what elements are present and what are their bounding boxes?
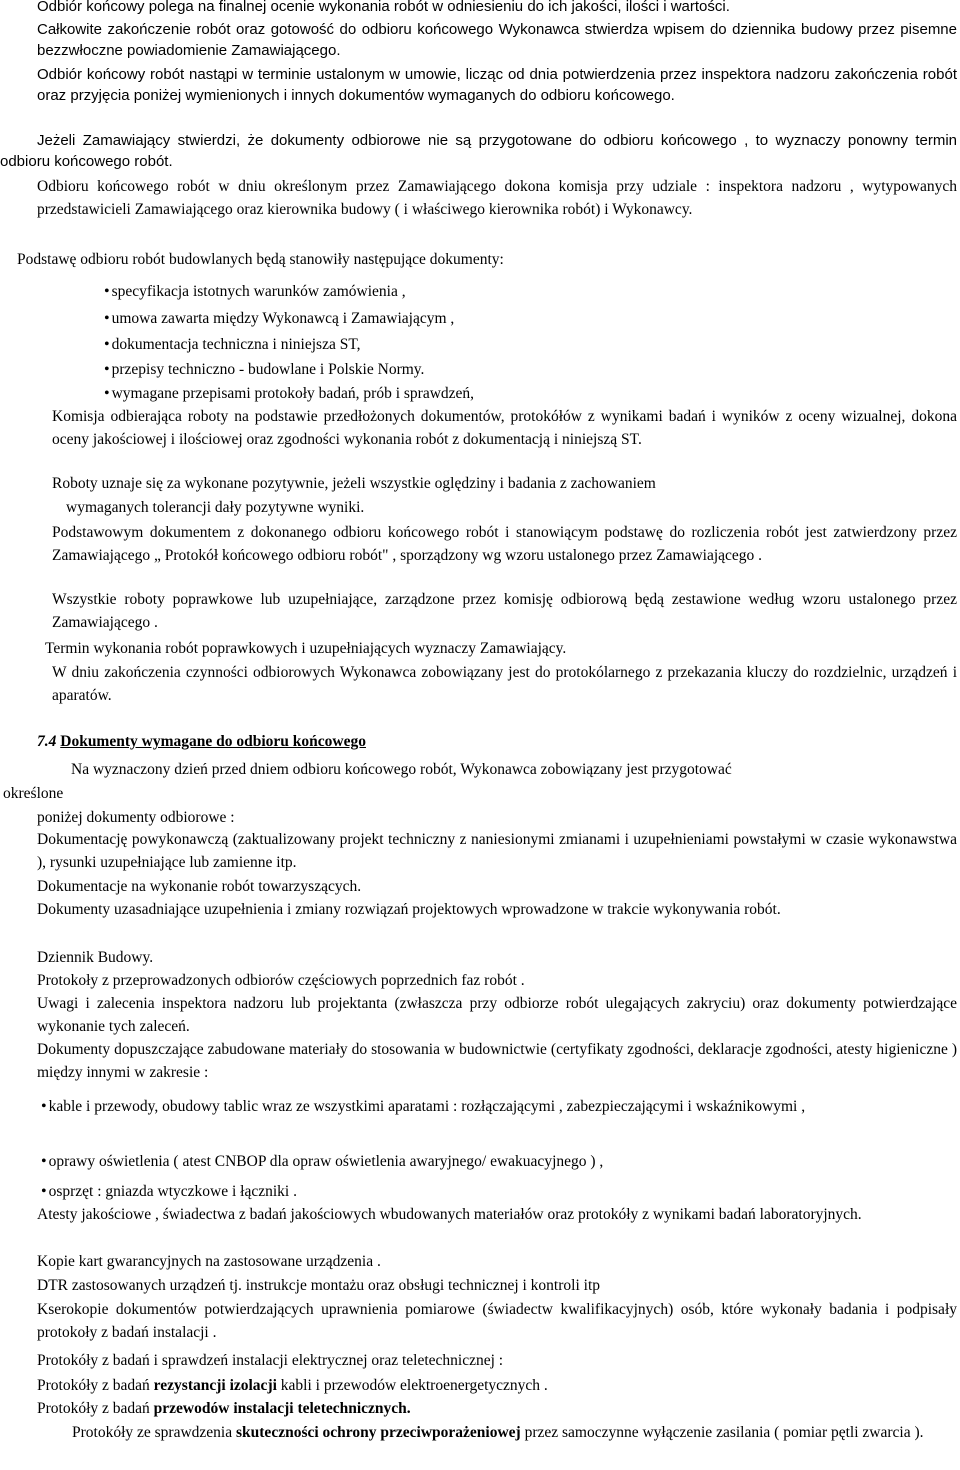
paragraph-commission-evaluation: Komisja odbierająca roboty na podstawie przedłożonych dokumentów, protokółów z wynikami badań i wyników z oceny wizualnej, dokona oceny jakościowej i ilościowej oraz zgodności wykonania robót z dokumentacją i niniejszą ST. bbox=[52, 408, 957, 448]
bullet-icon: • bbox=[41, 1183, 47, 1200]
list-item: • wymagane przepisami protokoły badań, prób i sprawdzeń, bbox=[104, 382, 474, 405]
bullet-icon: • bbox=[41, 1098, 47, 1115]
paragraph-positive-1: Roboty uznaje się za wykonane pozytywnie, jeżeli wszystkie oględziny i badania z zachowaniem bbox=[52, 475, 656, 492]
doc-item: Protokoły z przeprowadzonych odbiorów częściowych poprzednich faz robót . bbox=[37, 972, 525, 989]
list-item: • umowa zawarta między Wykonawcą i Zamawiającym , bbox=[104, 307, 454, 330]
paragraph-corrections: Wszystkie roboty poprawkowe lub uzupełniające, zarządzone przez komisję odbiorową będą zestawione według wzoru ustalonego przez Zamawiającego . bbox=[52, 591, 957, 631]
paragraph-section-intro-2: określone bbox=[3, 785, 64, 802]
list-item: • kable i przewody, obudowy tablic wraz ze wszystkimi aparatami : rozłączającymi , zabezpieczającymi i wskaźnikowymi , bbox=[41, 1093, 957, 1121]
paragraph-completion: Całkowite zakończenie robót oraz gotowość do odbioru końcowego Wykonawca stwierdza wpisem do dziennika budowy przez pisemne bezzwłoczne powiadomienie Zamawiającego. bbox=[37, 21, 957, 59]
paragraph-new-term: Jeżeli Zamawiający stwierdzi, że dokumenty odbiorowe nie są przygotowane do odbioru końcowego , to wyznaczy ponowny termin odbioru końcowego robót. bbox=[0, 132, 957, 170]
bullet-icon: • bbox=[104, 361, 110, 378]
list-item: • specyfikacja istotnych warunków zamówienia , bbox=[104, 280, 406, 303]
protocol-shock-protection: Protokóły ze sprawdzenia skuteczności ochrony przeciwporażeniowej przez samoczynne wyłączenie zasilania ( pomiar pętli zwarcia ). bbox=[72, 1424, 924, 1441]
list-item: • przepisy techniczno - budowlane i Polskie Normy. bbox=[104, 358, 424, 381]
list-item: • oprawy oświetlenia ( atest CNBOP dla opraw oświetlenia awaryjnego/ ewakuacyjnego ) , bbox=[41, 1150, 603, 1173]
doc-item: Dokumenty dopuszczające zabudowane materiały do stosowania w budownictwie (certyfikaty zgodności, deklaracje zgodności, atesty higieniczne ) między innymi w zakresie : bbox=[37, 1041, 957, 1081]
protocol-insulation: Protokóły z badań rezystancji izolacji kabli i przewodów elektroenergetycznych . bbox=[37, 1377, 548, 1394]
paragraph-basis-intro: Podstawę odbioru robót budowlanych będą stanowiły następujące dokumenty: bbox=[17, 251, 504, 268]
doc-item: Dokumentację powykonawczą (zaktualizowany projekt techniczny z naniesionymi zmianami i uzupełnieniami powstałymi w czasie wykonawstwa ), rysunki uzupełniające lub zamienne itp. bbox=[37, 831, 957, 871]
paragraph-final-acceptance: Odbiór końcowy polega na finalnej ocenie wykonania robót w odniesieniu do ich jakości, ilości i wartości. bbox=[37, 0, 730, 15]
list-item: • dokumentacja techniczna i niniejsza ST, bbox=[104, 333, 361, 356]
paragraph-acceptance-term: Odbiór końcowy robót nastąpi w terminie ustalonym w umowie, licząc od dnia potwierdzenia przez inspektora nadzoru zakończenia robót oraz przyjęcia poniżej wymienionych i innych dokumentów wymaganych do odbioru końcowego. bbox=[37, 66, 957, 104]
section-number: 7.4 bbox=[37, 733, 57, 750]
paragraph-commission: Odbioru końcowego robót w dniu określonym przez Zamawiającego dokona komisja przy udziale : inspektora nadzoru , wytypowanych przedstawicieli Zamawiającego oraz kierownika budowy ( i właściwego kierownika robót) i Wykonawcy. bbox=[37, 178, 957, 218]
doc-item: Kopie kart gwarancyjnych na zastosowane urządzenia . bbox=[37, 1253, 381, 1270]
doc-item: Dokumentacje na wykonanie robót towarzyszących. bbox=[37, 878, 362, 895]
paragraph-protocol: Podstawowym dokumentem z dokonanego odbioru końcowego robót i stanowiącym podstawę do rozliczenia robót jest zatwierdzony przez Zamawiającego „ Protokół końcowego odbioru robót" , sporządzony wg wzoru ustalonego przez Zamawiającego . bbox=[52, 524, 957, 564]
paragraph-corrections-term: Termin wykonania robót poprawkowych i uzupełniających wyznaczy Zamawiający. bbox=[45, 640, 567, 657]
doc-item: Atesty jakościowe , świadectwa z badań jakościowych wbudowanych materiałów oraz protokóły z wynikami badań laboratoryjnych. bbox=[37, 1206, 862, 1223]
bullet-icon: • bbox=[104, 385, 110, 402]
bullet-icon: • bbox=[104, 283, 110, 300]
doc-item: Protokóły z badań i sprawdzeń instalacji elektrycznej oraz teletechnicznej : bbox=[37, 1352, 504, 1369]
list-item: • osprzęt : gniazda wtyczkowe i łączniki . bbox=[41, 1180, 297, 1203]
doc-item: Dziennik Budowy. bbox=[37, 949, 154, 966]
section-heading bbox=[37, 733, 366, 751]
protocol-bold: rezystancji izolacji bbox=[153, 1377, 277, 1394]
doc-item: Uwagi i zalecenia inspektora nadzoru lub projektanta (zwłaszcza przy odbiorze robót ulegających zakryciu) oraz dokumenty potwierdzające wykonanie tych zaleceń. bbox=[37, 995, 957, 1035]
bullet-icon: • bbox=[104, 336, 110, 353]
doc-item: Dokumenty uzasadniające uzupełnienia i zmiany rozwiązań projektowych wprowadzone w trakcie wykonywania robót. bbox=[37, 901, 781, 918]
bullet-icon: • bbox=[104, 310, 110, 327]
paragraph-positive-2: wymaganych tolerancji dały pozytywne wyniki. bbox=[66, 499, 365, 516]
paragraph-section-intro-3: poniżej dokumenty odbiorowe : bbox=[37, 809, 235, 826]
section-title: Dokumenty wymagane do odbioru końcowego bbox=[60, 733, 366, 750]
protocol-bold: skuteczności ochrony przeciwporażeniowej bbox=[236, 1424, 521, 1441]
protocol-teletechnical: Protokóły z badań przewodów instalacji teletechnicznych. bbox=[37, 1400, 411, 1417]
paragraph-keys: W dniu zakończenia czynności odbiorowych Wykonawca zobowiązany jest do protokólarnego z przekazania kluczy do rozdzielnic, urządzeń i aparatów. bbox=[52, 664, 957, 704]
doc-item: Kserokopie dokumentów potwierdzających uprawnienia pomiarowe (świadectw kwalifikacyjnych) osób, które wykonały badania i podpisały protokoły z badań instalacji . bbox=[37, 1301, 957, 1341]
protocol-bold: przewodów instalacji teletechnicznych. bbox=[153, 1400, 411, 1417]
paragraph-section-intro-1: Na wyznaczony dzień przed dniem odbioru końcowego robót, Wykonawca zobowiązany jest przygotować bbox=[71, 761, 732, 778]
bullet-icon: • bbox=[41, 1153, 47, 1170]
doc-item: DTR zastosowanych urządzeń tj. instrukcje montażu oraz obsługi technicznej i kontroli itp bbox=[37, 1277, 601, 1294]
